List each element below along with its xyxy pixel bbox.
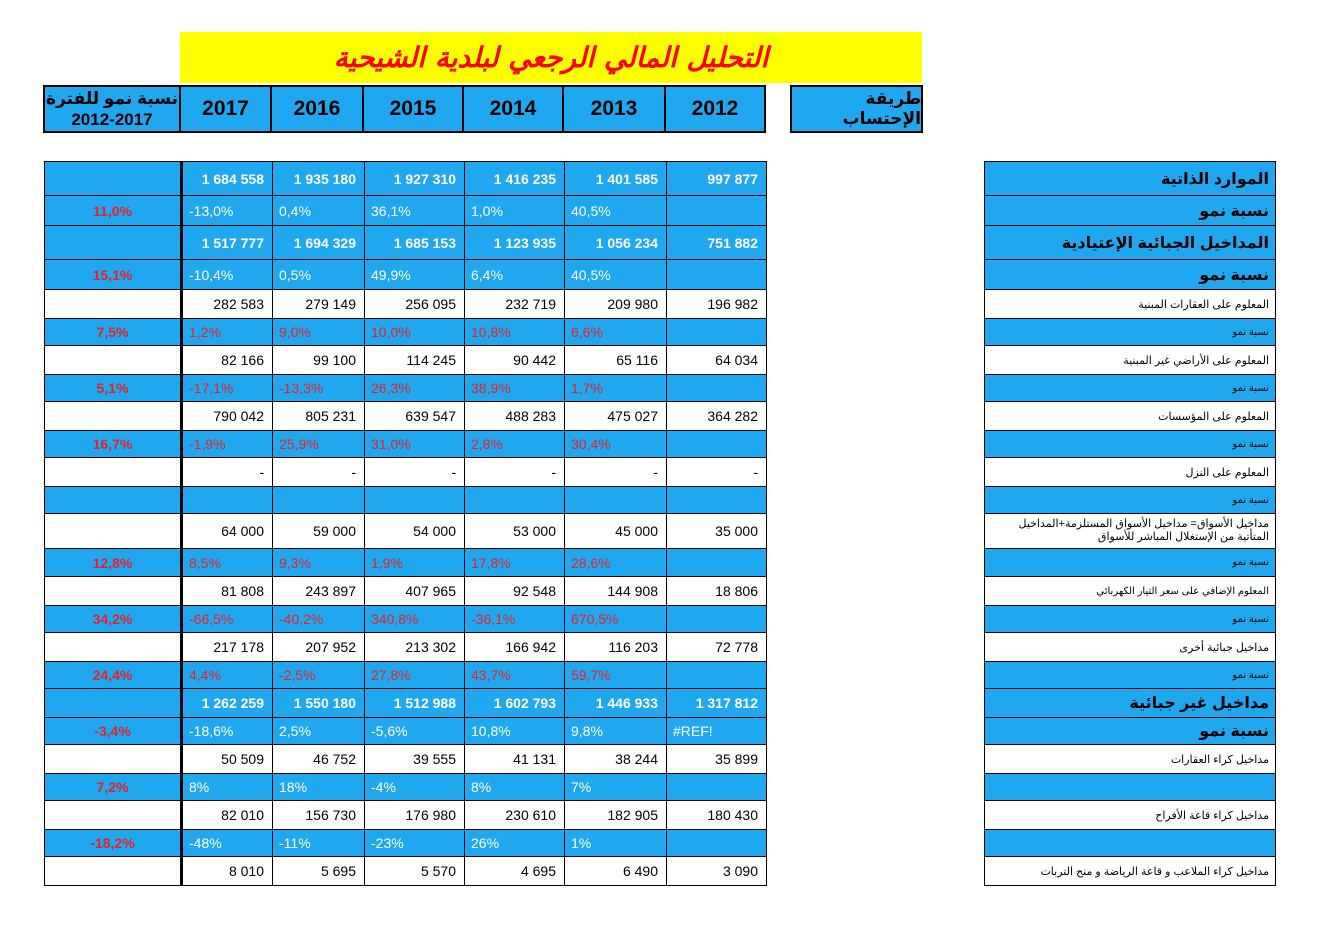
value-cell-2012 — [666, 430, 767, 458]
growth-period-cell — [44, 486, 181, 514]
value-cell-2013: 6,6% — [564, 318, 667, 346]
value-cell-2014: 90 442 — [464, 345, 565, 375]
value-cell-2012 — [666, 829, 767, 857]
value-cell-2012: 180 430 — [666, 800, 767, 830]
value-cell-2014: - — [464, 457, 565, 487]
row-label: نسبة نمو — [984, 318, 1276, 346]
value-cell-2012 — [666, 548, 767, 577]
value-cell-2016: 805 231 — [272, 401, 365, 431]
row-label: الموارد الذاتية — [984, 161, 1276, 196]
growth-period-cell: 16,7% — [44, 430, 181, 458]
value-cell-2012: 35 000 — [666, 513, 767, 549]
value-cell-2017: 81 808 — [181, 576, 273, 606]
row-label: مداخيل الأسواق= مداخيل الأسواق المستلزمة+المداخيل المتأتية من الإستغلال المباشر للأسواق — [984, 513, 1276, 549]
growth-period-cell — [44, 345, 181, 375]
value-cell-2013: 28,6% — [564, 548, 667, 577]
growth-period-cell: 5,1% — [44, 374, 181, 402]
value-cell-2016: 59 000 — [272, 513, 365, 549]
value-cell-2017: -10,4% — [181, 259, 273, 290]
value-cell-2013: 144 908 — [564, 576, 667, 606]
row-label — [984, 773, 1276, 801]
value-cell-2012: 364 282 — [666, 401, 767, 431]
value-cell-2012 — [666, 486, 767, 514]
value-cell-2012: 18 806 — [666, 576, 767, 606]
value-cell-2017: 4,4% — [181, 661, 273, 689]
value-cell-2015: 1 927 310 — [364, 161, 465, 196]
value-cell-2017: 50 509 — [181, 744, 273, 774]
value-cell-2016: 9,3% — [272, 548, 365, 577]
value-cell-2014: 1 416 235 — [464, 161, 565, 196]
header-growth-line1: نسبة نمو للفترة — [46, 89, 178, 108]
growth-period-cell — [44, 800, 181, 830]
value-cell-2014: 1 602 793 — [464, 688, 565, 718]
growth-period-cell — [44, 513, 181, 549]
header-year-2015: 2015 — [364, 85, 464, 133]
value-cell-2017: 8% — [181, 773, 273, 801]
row-label: نسبة نمو — [984, 195, 1276, 226]
value-cell-2014: 6,4% — [464, 259, 565, 290]
row-label: نسبة نمو — [984, 259, 1276, 290]
value-cell-2015: 256 095 — [364, 289, 465, 319]
header-year-2017: 2017 — [181, 85, 272, 133]
value-cell-2015: - — [364, 457, 465, 487]
value-cell-2013: 45 000 — [564, 513, 667, 549]
value-cell-2017: 282 583 — [181, 289, 273, 319]
growth-period-cell — [44, 856, 181, 886]
value-cell-2016: 9,0% — [272, 318, 365, 346]
value-cell-2012: 64 034 — [666, 345, 767, 375]
growth-period-cell — [44, 744, 181, 774]
value-cell-2012: 196 982 — [666, 289, 767, 319]
value-cell-2016: -13,3% — [272, 374, 365, 402]
row-label: المعلوم على الأراضي غير المبنية — [984, 345, 1276, 375]
value-cell-2016: 2,5% — [272, 717, 365, 745]
value-cell-2016: 1 694 329 — [272, 225, 365, 260]
header-calculation-method: طريقة الإحتساب — [790, 85, 923, 133]
value-cell-2014: 1,0% — [464, 195, 565, 226]
value-cell-2017: 790 042 — [181, 401, 273, 431]
value-cell-2017: -1,9% — [181, 430, 273, 458]
value-cell-2017: 1 262 259 — [181, 688, 273, 718]
value-cell-2015: 1 512 988 — [364, 688, 465, 718]
value-cell-2016: 279 149 — [272, 289, 365, 319]
value-cell-2013: 1% — [564, 829, 667, 857]
growth-period-cell — [44, 289, 181, 319]
value-cell-2012 — [666, 773, 767, 801]
value-cell-2016: 156 730 — [272, 800, 365, 830]
row-label: مداخيل كراء العقارات — [984, 744, 1276, 774]
value-cell-2014: 230 610 — [464, 800, 565, 830]
value-cell-2013: - — [564, 457, 667, 487]
value-cell-2014: 232 719 — [464, 289, 565, 319]
value-cell-2016: 46 752 — [272, 744, 365, 774]
value-cell-2017: -17,1% — [181, 374, 273, 402]
value-cell-2016: 25,9% — [272, 430, 365, 458]
value-cell-2015: -5,6% — [364, 717, 465, 745]
growth-period-cell — [44, 457, 181, 487]
value-cell-2015: 213 302 — [364, 632, 465, 662]
value-cell-2017: -18,6% — [181, 717, 273, 745]
value-cell-2012 — [666, 259, 767, 290]
growth-period-cell: 11,0% — [44, 195, 181, 226]
value-cell-2016: - — [272, 457, 365, 487]
value-cell-2017: 1 684 558 — [181, 161, 273, 196]
growth-period-cell: 12,8% — [44, 548, 181, 577]
value-cell-2013: 1,7% — [564, 374, 667, 402]
value-cell-2015: 54 000 — [364, 513, 465, 549]
value-cell-2014: 10,8% — [464, 717, 565, 745]
row-label: نسبة نمو — [984, 548, 1276, 577]
value-cell-2017: 82 166 — [181, 345, 273, 375]
value-cell-2012: - — [666, 457, 767, 487]
value-cell-2014: 8% — [464, 773, 565, 801]
value-cell-2012 — [666, 374, 767, 402]
value-cell-2014: 43,7% — [464, 661, 565, 689]
header-growth-period — [43, 85, 181, 133]
value-cell-2013: 40,5% — [564, 195, 667, 226]
value-cell-2013: 38 244 — [564, 744, 667, 774]
value-cell-2016: 0,4% — [272, 195, 365, 226]
value-cell-2017: 8 010 — [181, 856, 273, 886]
value-cell-2014: 26% — [464, 829, 565, 857]
value-cell-2013: 7% — [564, 773, 667, 801]
value-cell-2015: 39 555 — [364, 744, 465, 774]
value-cell-2014: 92 548 — [464, 576, 565, 606]
value-cell-2012: #REF! — [666, 717, 767, 745]
value-cell-2017: 82 010 — [181, 800, 273, 830]
growth-period-cell: 7,2% — [44, 773, 181, 801]
value-cell-2016: 243 897 — [272, 576, 365, 606]
value-cell-2012: 35 899 — [666, 744, 767, 774]
value-cell-2017: -66,5% — [181, 605, 273, 633]
header-year-2014: 2014 — [464, 85, 564, 133]
row-label: المعلوم على المؤسسات — [984, 401, 1276, 431]
value-cell-2012: 72 778 — [666, 632, 767, 662]
value-cell-2014: 166 942 — [464, 632, 565, 662]
value-cell-2015: 26,3% — [364, 374, 465, 402]
value-cell-2016: -40,2% — [272, 605, 365, 633]
value-cell-2013: 1 446 933 — [564, 688, 667, 718]
value-cell-2013: 40,5% — [564, 259, 667, 290]
growth-period-cell — [44, 632, 181, 662]
value-cell-2013: 9,8% — [564, 717, 667, 745]
value-cell-2014: 4 695 — [464, 856, 565, 886]
value-cell-2017: -48% — [181, 829, 273, 857]
value-cell-2013: 1 056 234 — [564, 225, 667, 260]
value-cell-2012 — [666, 195, 767, 226]
row-label: مداخيل جبائية أخرى — [984, 632, 1276, 662]
row-label: مداخيل كراء الملاعب و قاعة الرياضة و منح التربات — [984, 856, 1276, 886]
row-label: نسبة نمو — [984, 486, 1276, 514]
value-cell-2014: 53 000 — [464, 513, 565, 549]
row-label: مداخيل كراء قاعة الأفراح — [984, 800, 1276, 830]
growth-period-cell: 24,4% — [44, 661, 181, 689]
value-cell-2015: 1 685 153 — [364, 225, 465, 260]
value-cell-2014: 1 123 935 — [464, 225, 565, 260]
header-growth-line2: 2012-2017 — [71, 110, 153, 129]
value-cell-2014: 488 283 — [464, 401, 565, 431]
value-cell-2015: 49,9% — [364, 259, 465, 290]
value-cell-2013 — [564, 486, 667, 514]
row-label: نسبة نمو — [984, 374, 1276, 402]
value-cell-2017: 1 517 777 — [181, 225, 273, 260]
value-cell-2015: 639 547 — [364, 401, 465, 431]
row-label: نسبة نمو — [984, 430, 1276, 458]
value-cell-2016: -11% — [272, 829, 365, 857]
row-label: المداخيل الجبائية الإعتيادية — [984, 225, 1276, 260]
row-label: نسبة نمو — [984, 717, 1276, 745]
title-banner — [180, 32, 922, 83]
value-cell-2012 — [666, 318, 767, 346]
value-cell-2016: 0,5% — [272, 259, 365, 290]
value-cell-2017: 1,2% — [181, 318, 273, 346]
value-cell-2013: 670,5% — [564, 605, 667, 633]
row-label — [984, 829, 1276, 857]
value-cell-2015: 10,0% — [364, 318, 465, 346]
growth-period-cell — [44, 576, 181, 606]
value-cell-2012: 997 877 — [666, 161, 767, 196]
row-label: نسبة نمو — [984, 605, 1276, 633]
value-cell-2017: -13,0% — [181, 195, 273, 226]
value-cell-2015 — [364, 486, 465, 514]
value-cell-2017: 217 178 — [181, 632, 273, 662]
header-year-2016: 2016 — [272, 85, 364, 133]
growth-period-cell — [44, 401, 181, 431]
growth-period-cell — [44, 225, 181, 260]
value-cell-2014: 17,8% — [464, 548, 565, 577]
value-cell-2013: 116 203 — [564, 632, 667, 662]
value-cell-2012 — [666, 661, 767, 689]
value-cell-2015: 114 245 — [364, 345, 465, 375]
value-cell-2016: -2,5% — [272, 661, 365, 689]
value-cell-2012: 1 317 812 — [666, 688, 767, 718]
growth-period-cell — [44, 161, 181, 196]
value-cell-2017: 64 000 — [181, 513, 273, 549]
row-label: المعلوم على العقارات المبنية — [984, 289, 1276, 319]
row-label: المعلوم على النزل — [984, 457, 1276, 487]
row-label: مداخيل غير جبائية — [984, 688, 1276, 718]
value-cell-2013: 182 905 — [564, 800, 667, 830]
value-cell-2015: 1,9% — [364, 548, 465, 577]
value-cell-2016 — [272, 486, 365, 514]
growth-period-cell: 7,5% — [44, 318, 181, 346]
value-cell-2015: 31,0% — [364, 430, 465, 458]
growth-period-cell: -18,2% — [44, 829, 181, 857]
value-cell-2015: 36,1% — [364, 195, 465, 226]
value-cell-2017: - — [181, 457, 273, 487]
value-cell-2015: 176 980 — [364, 800, 465, 830]
value-cell-2015: 27,8% — [364, 661, 465, 689]
header-year-2012: 2012 — [666, 85, 766, 133]
value-cell-2014: 10,8% — [464, 318, 565, 346]
value-cell-2014: -36,1% — [464, 605, 565, 633]
value-cell-2012 — [666, 605, 767, 633]
page-title: التحليل المالي الرجعي لبلدية الشيحية — [333, 41, 769, 74]
value-cell-2015: 340,8% — [364, 605, 465, 633]
growth-period-cell — [44, 688, 181, 718]
value-cell-2013: 209 980 — [564, 289, 667, 319]
value-cell-2012: 751 882 — [666, 225, 767, 260]
value-cell-2013: 59,7% — [564, 661, 667, 689]
value-cell-2015: 5 570 — [364, 856, 465, 886]
value-cell-2017: 8,5% — [181, 548, 273, 577]
value-cell-2015: -4% — [364, 773, 465, 801]
value-cell-2013: 1 401 585 — [564, 161, 667, 196]
value-cell-2013: 65 116 — [564, 345, 667, 375]
value-cell-2012: 3 090 — [666, 856, 767, 886]
value-cell-2016: 5 695 — [272, 856, 365, 886]
value-cell-2016: 18% — [272, 773, 365, 801]
header-year-2013: 2013 — [564, 85, 666, 133]
value-cell-2017 — [181, 486, 273, 514]
row-label: المعلوم الإضافي على سعر التيار الكهربائي — [984, 576, 1276, 606]
value-cell-2013: 30,4% — [564, 430, 667, 458]
value-cell-2015: 407 965 — [364, 576, 465, 606]
value-cell-2013: 6 490 — [564, 856, 667, 886]
value-cell-2014 — [464, 486, 565, 514]
value-cell-2014: 41 131 — [464, 744, 565, 774]
value-cell-2014: 2,8% — [464, 430, 565, 458]
value-cell-2014: 38,9% — [464, 374, 565, 402]
growth-period-cell: 15,1% — [44, 259, 181, 290]
row-label: نسبة نمو — [984, 661, 1276, 689]
value-cell-2016: 207 952 — [272, 632, 365, 662]
value-cell-2013: 475 027 — [564, 401, 667, 431]
value-cell-2015: -23% — [364, 829, 465, 857]
value-cell-2016: 1 935 180 — [272, 161, 365, 196]
growth-period-cell: -3,4% — [44, 717, 181, 745]
growth-period-cell: 34,2% — [44, 605, 181, 633]
value-cell-2016: 99 100 — [272, 345, 365, 375]
value-cell-2016: 1 550 180 — [272, 688, 365, 718]
